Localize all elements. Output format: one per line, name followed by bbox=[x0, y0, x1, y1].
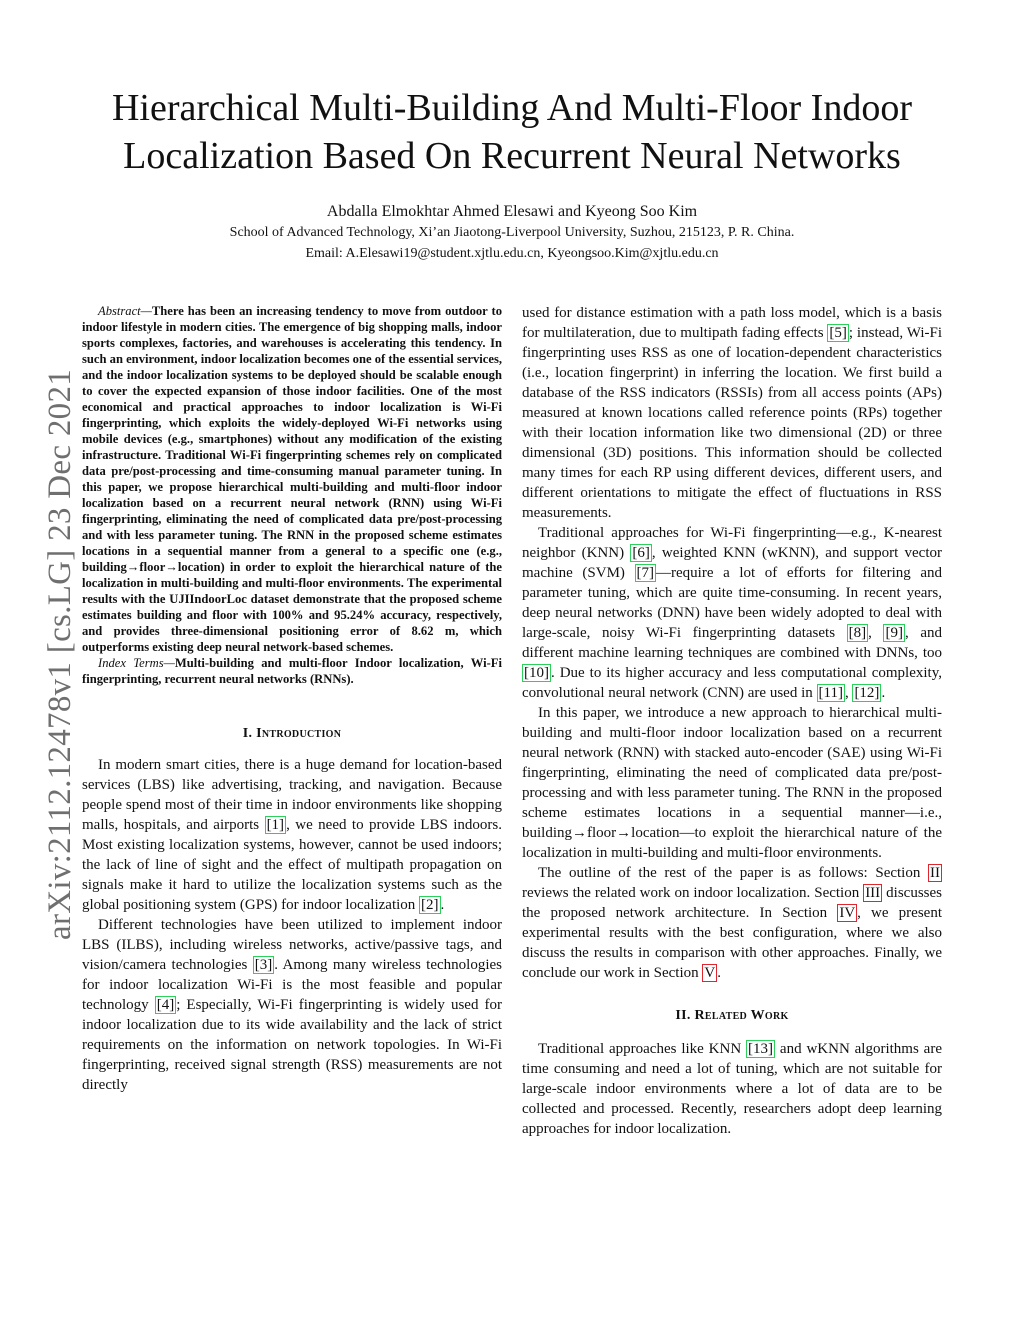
citation-link[interactable]: [5] bbox=[829, 325, 847, 341]
intro-paragraph-1 bbox=[82, 755, 502, 915]
text-run: ; Especially, Wi-Fi fingerprinting is widely used for indoor localization due to its wide availability and the lack of strict requirements on the information on network topologies. In Wi-Fi fingerprinting, received signal strength (RSS) measurements are not directly bbox=[82, 997, 502, 1093]
citation-link[interactable]: [4] bbox=[156, 997, 175, 1013]
text-run: . bbox=[881, 685, 886, 701]
text-run: discusses the proposed network architecture. In Section bbox=[522, 885, 942, 921]
text-run: , and different machine learning techniques are combined with DNNs, too bbox=[522, 625, 942, 661]
intro-paragraph-2 bbox=[82, 915, 502, 1095]
index-terms-text: Multi-building and multi-floor Indoor localization, Wi-Fi fingerprinting, recurrent neural networks (RNNs). bbox=[82, 656, 502, 686]
citation-link[interactable]: [10] bbox=[524, 665, 549, 681]
text-run: and wKNN algorithms are time consuming and need a lot of tuning, which are not suitable for large-scale indoor environments where a lot of data are to be collected and processed. Recently, researchers adopt deep learning approaches for indoor localization. bbox=[522, 1041, 942, 1137]
left-column bbox=[82, 303, 502, 1095]
citation-link[interactable]: [8] bbox=[848, 625, 867, 641]
text-run: . bbox=[717, 965, 721, 981]
section-link[interactable]: III bbox=[865, 885, 881, 901]
arxiv-identifier: arXiv:2112.12478v1 [cs.LG] 23 Dec 2021 bbox=[42, 368, 78, 940]
text-run: reviews the related work on indoor localization. Section bbox=[522, 885, 864, 901]
related-work-paragraph-1 bbox=[522, 1039, 942, 1139]
text-run: , bbox=[844, 685, 853, 701]
text-run: . Among many wireless technologies for indoor localization Wi-Fi is the most feasible and popular technology bbox=[82, 957, 502, 1013]
affiliation: School of Advanced Technology, Xi’an Jiaotong-Liverpool University, Suzhou, 215123, P. R. China. bbox=[229, 225, 795, 240]
title-line-2: Localization Based On Recurrent Neural Networks bbox=[123, 135, 901, 177]
right-paragraph-4 bbox=[522, 863, 942, 983]
title-line-1: Hierarchical Multi-Building And Multi-Floor Indoor bbox=[111, 87, 912, 129]
text-run: , we need to provide LBS indoors. Most existing localization systems, however, cannot be used indoors; the lack of line of sight and the effect of multipath propagation on signals make it hard to utilize the localization systems such as the global positioning system (GPS) for indoor localization bbox=[82, 817, 502, 913]
text-run: In modern smart cities, there is a huge demand for location-based services (LBS) like advertising, tracking, and navigation. Because people spend most of their time in indoor environments like shopping malls, hospitals, and airports bbox=[82, 757, 502, 833]
citation-link[interactable]: [2] bbox=[421, 897, 439, 913]
index-terms-lead: Index Terms— bbox=[98, 656, 175, 670]
text-run: . Due to its higher accuracy and less computational complexity, convolutional neural network (CNN) are used in bbox=[522, 665, 942, 701]
text-run: , weighted KNN (wKNN), and support vector machine (SVM) bbox=[522, 545, 942, 581]
citation-link[interactable]: [6] bbox=[632, 545, 650, 561]
text-run: . bbox=[440, 897, 445, 913]
right-paragraph-1 bbox=[522, 303, 942, 523]
text-run: —require a lot of efforts for filtering and parameter tuning, which are quite time-consuming. In recent years, deep neural networks (DNN) have been widely adopted to deal with large-scale, noisy Wi-Fi fingerprinting datasets bbox=[522, 565, 942, 641]
text-run: , bbox=[868, 625, 884, 641]
abstract bbox=[82, 303, 502, 655]
right-paragraph-3: In this paper, we introduce a new approach to hierarchical multi-building and multi-floor indoor localization based on a recurrent neural network (RNN) with stacked auto-encoder (SAE) using Wi-Fi fingerprinting, eliminating the need of complicated data pre/post-processing and with less parameter tuning. The RNN in the proposed scheme estimates locations in a sequential manner—i.e., building→floor→location—to exploit the hierarchical nature of the localization in multi-building and multi-floor environments. bbox=[522, 705, 942, 861]
text-run: used for distance estimation with a path loss model, which is a basis for multilateration, due to multipath fading effects bbox=[522, 305, 942, 341]
section-heading-introduction: I. Introduction bbox=[242, 726, 342, 741]
citation-link[interactable]: [12] bbox=[854, 685, 880, 701]
text-run: Traditional approaches for Wi-Fi fingerprinting—e.g., K-nearest neighbor (KNN) bbox=[522, 525, 942, 561]
section-link[interactable]: V bbox=[704, 965, 716, 981]
email: Email: A.Elesawi19@student.xjtlu.edu.cn, Kyeongsoo.Kim@xjtlu.edu.cn bbox=[305, 246, 719, 261]
section-heading-related-work: II. Related Work bbox=[675, 1008, 789, 1023]
text-run: , we present experimental results with the best configuration, where we also discuss the results in comparison with other approaches. Finally, we conclude our work in Section bbox=[522, 905, 942, 981]
paper-title bbox=[40, 84, 984, 180]
text-run: Different technologies have been utilized to implement indoor LBS (ILBS), including wireless networks, active/passive tags, and vision/camera technologies bbox=[82, 917, 502, 973]
citation-link[interactable]: [9] bbox=[885, 625, 903, 641]
section-link[interactable]: IV bbox=[839, 905, 856, 921]
text-run: ; instead, Wi-Fi fingerprinting uses RSS as one of location-dependent characteristics (i.e., location fingerprint) in inferring the location. We first build a database of the RSS indicators (RSSIs) from all access points (APs) measured at known locations called reference points (RPs) together with their location information like two dimensional (2D) or three dimensional (3D) positions. This information should be collected many times for each RP using different devices, different users, and different orientations to mitigate the effect of fluctuations in RSS measurements. bbox=[522, 325, 942, 521]
text-run: Traditional approaches like KNN bbox=[538, 1041, 747, 1057]
abstract-text: There has been an increasing tendency to move from outdoor to indoor lifestyle in modern cities. The emergence of big shopping malls, indoor sports complexes, factories, and warehouses is accelerating this tendency. In such an environment, indoor localization becomes one of the essential services, and the indoor localization systems to be deployed should be scalable enough to cover the expected expansion of those indoor facilities. One of the most economical and practical approaches to indoor localization is Wi-Fi fingerprinting, which exploits the widely-deployed Wi-Fi networks using mobile devices (e.g., smartphones) without any modification of the existing infrastructure. Traditional Wi-Fi fingerprinting schemes rely on complicated data pre/post-processing and time-consuming manual parameter tuning. In this paper, we propose hierarchical multi-building and multi-floor indoor localization based on a recurrent neural network (RNN) using Wi-Fi fingerprinting, eliminating the need of complicated data pre/post-processing and with less parameter tuning. The RNN in the proposed scheme estimates locations in a sequential manner from a general to a specific one (e.g., building→floor→location) in order to exploit the hierarchical nature of the localization in multi-building and multi-floor environments. The experimental results with the UJIIndoorLoc dataset demonstrate that the proposed scheme estimates building and floor with 100% and 95.24% accuracy, respectively, and provides three-dimensional positioning error of 8.62 m, which outperforms existing deep neural network-based schemes. bbox=[82, 304, 502, 654]
citation-link[interactable]: [1] bbox=[266, 817, 285, 833]
right-paragraph-2 bbox=[522, 523, 942, 703]
right-column bbox=[522, 303, 942, 1139]
text-run: The outline of the rest of the paper is as follows: Section bbox=[538, 865, 928, 881]
index-terms bbox=[82, 655, 502, 687]
authors: Abdalla Elmokhtar Ahmed Elesawi and Kyeong Soo Kim bbox=[326, 203, 698, 220]
citation-link[interactable]: [7] bbox=[636, 565, 655, 581]
citation-link[interactable]: [13] bbox=[748, 1041, 774, 1057]
section-link[interactable]: II bbox=[930, 865, 940, 881]
citation-link[interactable]: [11] bbox=[818, 685, 843, 701]
abstract-lead: Abstract— bbox=[98, 304, 152, 318]
citation-link[interactable]: [3] bbox=[254, 957, 273, 973]
